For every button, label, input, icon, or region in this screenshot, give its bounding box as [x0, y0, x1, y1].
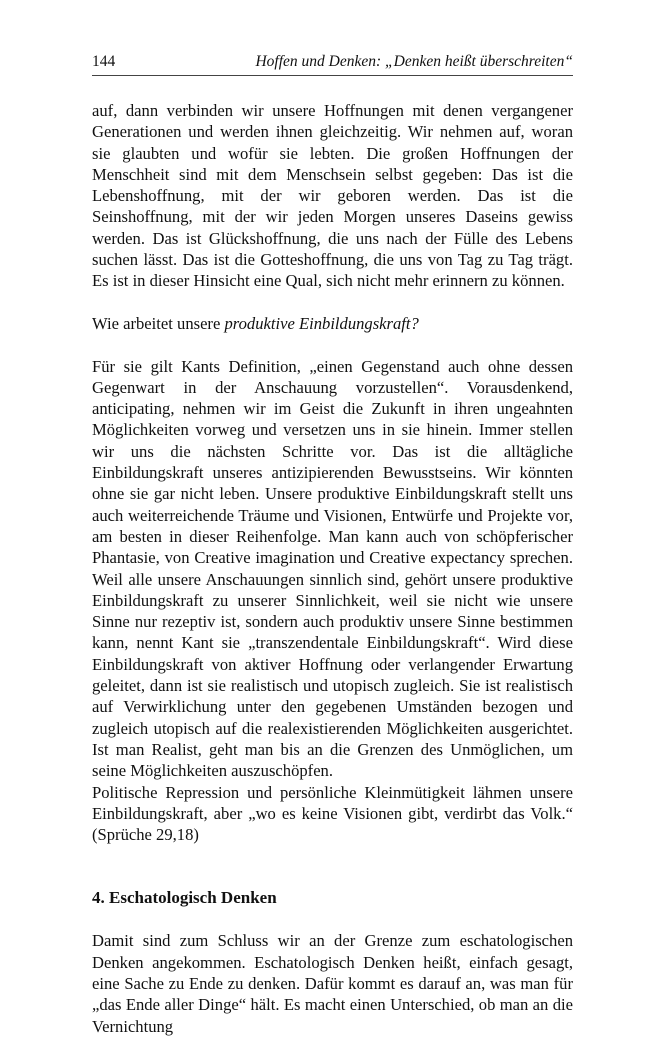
- question-emphasis: produktive Einbildungskraft?: [224, 313, 419, 333]
- body-paragraph: Für sie gilt Kants Definition, „einen Gegenstand auch ohne dessen Gegenwart in der Anschauung vorzustellen“. Vorausdenkend, anticipating, nehmen wir im Geist die Zukunft in ihren ungeahnten Möglichkeiten vorweg und versetzen uns in sie hinein. Immer stellen wir uns die nächsten Schritte vor. Das ist die alltägliche Einbildungskraft unseres antizipierenden Bewusstseins. Wir könnten ohne sie gar nicht leben. Unsere produktive Einbildungskraft stellt uns auch weiterreichende Träume und Visionen, Entwürfe und Projekte vor, am besten in dieser Reihenfolge. Man kann auch von schöpferischer Phantasie, von Creative imagination und Creative expectancy sprechen. Weil alle unsere Anschauungen sinnlich sind, gehört unsere produktive Einbildungskraft zu unserer Sinnlichkeit, weil sie nicht wie unsere Sinne nur rezeptiv ist, sondern auch produktiv unsere Sinne bestimmen kann, nennt Kant sie „transzendentale Einbildungskraft“. Wird diese Einbildungskraft von aktiver Hoffnung oder verlangender Erwartung geleitet, dann ist sie realistisch und utopisch zugleich. Sie ist realistisch auf Verwirklichung unter den gegebenen Umständen bezogen und zugleich utopisch auf die realexistierenden Möglichkeiten ausgerichtet. Ist man Realist, geht man bis an die Grenzen des Unmöglichen, um seine Möglichkeiten auszuschöpfen.: [92, 356, 573, 781]
- page-number: 144: [92, 53, 116, 70]
- running-header: [92, 52, 573, 76]
- body-paragraph: auf, dann verbinden wir unsere Hoffnungen mit denen vergangener Generationen und werden ihnen gleichzeitig. Wir nehmen auf, woran sie glaubten und wofür sie lebten. Die großen Hoffnungen der Menschheit sind mit dem Menschsein selbst gegeben: Das ist die Lebenshoffnung, mit der wir geboren werden. Das ist die Seinshoffnung, mit der wir jeden Morgen unseres Daseins gewiss werden. Das ist Glückshoffnung, die uns nach der Fülle des Lebens suchen lässt. Das ist die Gotteshoffnung, die uns von Tag zu Tag trägt. Es ist in dieser Hinsicht eine Qual, sich nicht mehr erinnern zu können.: [92, 101, 573, 291]
- body-paragraph: Damit sind zum Schluss wir an der Grenze zum eschatologischen Denken angekommen. Eschatologisch Denken heißt, einfach gesagt, eine Sache zu Ende zu denken. Dafür kommt es darauf an, was man für „das Ende aller Dinge“ hält. Es macht einen Unterschied, ob man an die Vernichtung: [92, 931, 573, 1036]
- book-page: [92, 52, 573, 1037]
- running-title: Hoffen und Denken: „Denken heißt überschreiten“: [255, 53, 573, 70]
- question-line: [92, 313, 573, 334]
- page-body: [92, 100, 573, 1037]
- section-heading: 4. Eschatologisch Denken: [92, 888, 277, 908]
- body-paragraph: Politische Repression und persönliche Kleinmütigkeit lähmen unsere Einbildungskraft, aber „wo es keine Visionen gibt, verdirbt das Volk.“ (Sprüche 29,18): [92, 782, 573, 845]
- question-text: Wie arbeitet unsere: [92, 313, 225, 333]
